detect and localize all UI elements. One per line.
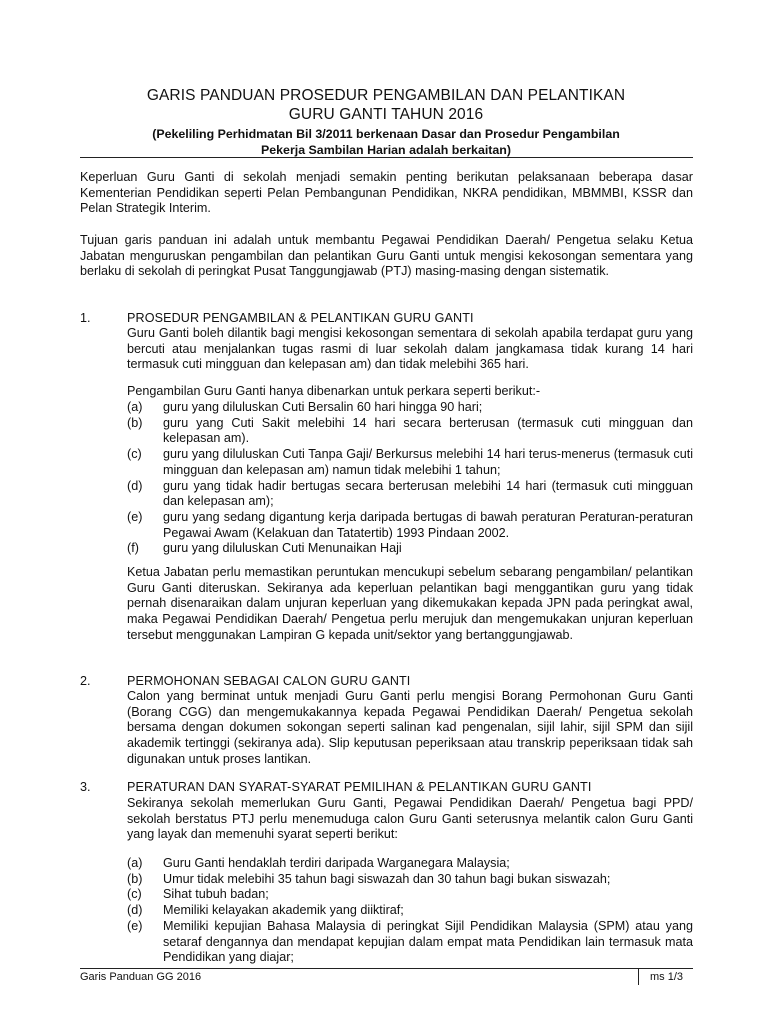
list-item-label: (f): [127, 541, 139, 556]
list-item: [127, 479, 693, 510]
intro-paragraph-2: Tujuan garis panduan ini adalah untuk membantu Pegawai Pendidikan Daerah/ Pengetua selaku Ketua Jabatan menguruskan pengambilan dan pelantikan Guru Ganti untuk mengisi kekosongan sementara yang berlaku di sekolah di peringkat Pusat Tanggungjawab (PTJ) masing-masing dengan sistematik.: [80, 233, 693, 279]
list-item-label: (b): [127, 415, 143, 430]
list-item: [127, 903, 693, 919]
list-item: [127, 872, 693, 888]
list-item-label: (c): [127, 447, 142, 462]
list-item-label: (e): [127, 509, 143, 524]
list-item: [127, 447, 693, 478]
list-item-text: Memiliki kelayakan akademik yang diiktiraf;: [163, 903, 404, 918]
footer-page-number: ms 1/3: [650, 971, 684, 983]
list-item-label: (a): [127, 856, 143, 870]
list-item-text: guru yang diluluskan Cuti Menunaikan Haji: [163, 541, 402, 556]
section-3-heading: PERATURAN DAN SYARAT-SYARAT PEMILIHAN & PELANTIKAN GURU GANTI: [127, 780, 592, 794]
list-item-text: guru yang diluluskan Cuti Bersalin 60 hari hingga 90 hari;: [163, 400, 483, 414]
document-subtitle-line1: (Pekeliling Perhidmatan Bil 3/2011 berkenaan Dasar dan Prosedur Pengambilan: [152, 127, 620, 141]
section-1-list: [127, 400, 693, 557]
section-2-paragraph-1: Calon yang berminat untuk menjadi Guru Ganti perlu mengisi Borang Permohonan Guru Ganti (Borang CGG) dan mengemukakannya kepada Pegawai Pendidikan Daerah/ Pengetua sekolah bersama dengan dokumen sokongan seperti salinan kad pengenalan, sijil lahir, sijil SPM dan sijil akademik tertinggi (sekiranya ada). Slip keputusan peperiksaan atau transkrip peperiksaan tidak sah digunakan untuk proses lantikan.: [127, 689, 693, 766]
list-item-text: guru yang diluluskan Cuti Tanpa Gaji/ Berkursus melebihi 14 hari terus-menerus (termasuk cuti mingguan dan kelepasan am) namun tidak melebihi 1 tahun;: [163, 447, 693, 477]
section-2-heading: PERMOHONAN SEBAGAI CALON GURU GANTI: [127, 674, 411, 688]
section-1-heading: PROSEDUR PENGAMBILAN & PELANTIKAN GURU GANTI: [127, 311, 474, 325]
document-title-line1: GARIS PANDUAN PROSEDUR PENGAMBILAN DAN PELANTIKAN: [146, 87, 626, 104]
section-2-number: 2.: [80, 674, 91, 688]
list-item-text: guru yang Cuti Sakit melebihi 14 hari secara berterusan (termasuk cuti mingguan dan kelepasan am).: [163, 415, 693, 446]
footer-separator: [638, 969, 639, 985]
list-item: [127, 541, 693, 557]
document-header: [80, 86, 692, 158]
list-item: [127, 887, 693, 903]
list-item: [127, 856, 693, 872]
list-item-label: (d): [127, 903, 143, 918]
section-1-paragraph-2: Pengambilan Guru Ganti hanya dibenarkan untuk perkara seperti berikut:-: [127, 384, 541, 398]
intro-paragraph-1: Keperluan Guru Ganti di sekolah menjadi semakin penting berikutan pelaksanaan beberapa dasar Kementerian Pendidikan seperti Pelan Pembangunan Pendidikan, NKRA pendidikan, MBMMBI, KSSR dan Pelan Strategik Interim.: [80, 170, 693, 216]
header-divider: [80, 157, 693, 158]
footer-document-name: Garis Panduan GG 2016: [80, 971, 202, 983]
list-item-label: (c): [127, 887, 142, 902]
section-1-paragraph-1: Guru Ganti boleh dilantik bagi mengisi kekosongan sementara di sekolah apabila terdapat guru yang bercuti atau menjalankan tugas rasmi di luar sekolah dalam jangkamasa tidak kurang 14 hari termasuk cuti mingguan dan kelepasan am) dan tidak melebihi 365 hari.: [127, 326, 693, 372]
list-item-text: guru yang tidak hadir bertugas secara berterusan melebihi 14 hari (termasuk cuti mingguan dan kelepasan am);: [163, 478, 693, 509]
list-item-label: (d): [127, 478, 143, 493]
list-item: [127, 416, 693, 447]
section-1-paragraph-3: Ketua Jabatan perlu memastikan peruntukan mencukupi sebelum sebarang pengambilan/ pelantikan Guru Ganti diteruskan. Sekiranya ada keperluan pelantikan bagi menggantikan guru yang tidak pernah disenaraikan dalam unjuran keperluan yang dikemukakan kepada JPN pada peringkat awal, maka Pegawai Pendidikan Daerah/ Pengetua perlu merujuk dan mengemukakan unjuran keperluan tersebut menggunakan Lampiran G kepada unit/sektor yang bertanggungjawab.: [127, 565, 693, 642]
section-3-list: [127, 856, 693, 966]
document-subtitle-line2: Pekerja Sambilan Harian adalah berkaitan): [261, 143, 511, 157]
list-item-text: Guru Ganti hendaklah terdiri daripada Warganegara Malaysia;: [163, 856, 510, 870]
section-1-number: 1.: [80, 311, 91, 325]
list-item: [127, 919, 693, 966]
document-title-line2: GURU GANTI TAHUN 2016: [288, 106, 484, 123]
list-item-text: Sihat tubuh badan;: [163, 887, 269, 902]
list-item-label: (a): [127, 400, 143, 414]
list-item: [127, 400, 693, 416]
list-item: [127, 510, 693, 541]
section-3-paragraph-1: Sekiranya sekolah memerlukan Guru Ganti, Pegawai Pendidikan Daerah/ Pengetua bagi PPD/ sekolah berstatus PTJ perlu menemuduga calon Guru Ganti seterusnya melantik calon Guru Ganti yang layak dan memenuhi syarat seperti berikut:: [127, 796, 693, 842]
list-item-label: (e): [127, 918, 143, 933]
list-item-text: guru yang sedang digantung kerja daripada bertugas di bawah peraturan Peraturan-peraturan Pegawai Awam (Kelakuan dan Tatatertib) 1993 Pindaan 2002.: [163, 509, 693, 540]
list-item-text: Umur tidak melebihi 35 tahun bagi siswazah dan 30 tahun bagi bukan siswazah;: [163, 871, 611, 886]
list-item-label: (b): [127, 871, 143, 886]
section-3-number: 3.: [80, 780, 91, 794]
list-item-text: Memiliki kepujian Bahasa Malaysia di peringkat Sijil Pendidikan Malaysia (SPM) atau yang setaraf dengannya dan mendapat kepujian dalam empat mata Pendidikan lain termasuk mata Pendidikan yang diajar;: [163, 918, 693, 965]
footer-divider: [80, 968, 693, 969]
